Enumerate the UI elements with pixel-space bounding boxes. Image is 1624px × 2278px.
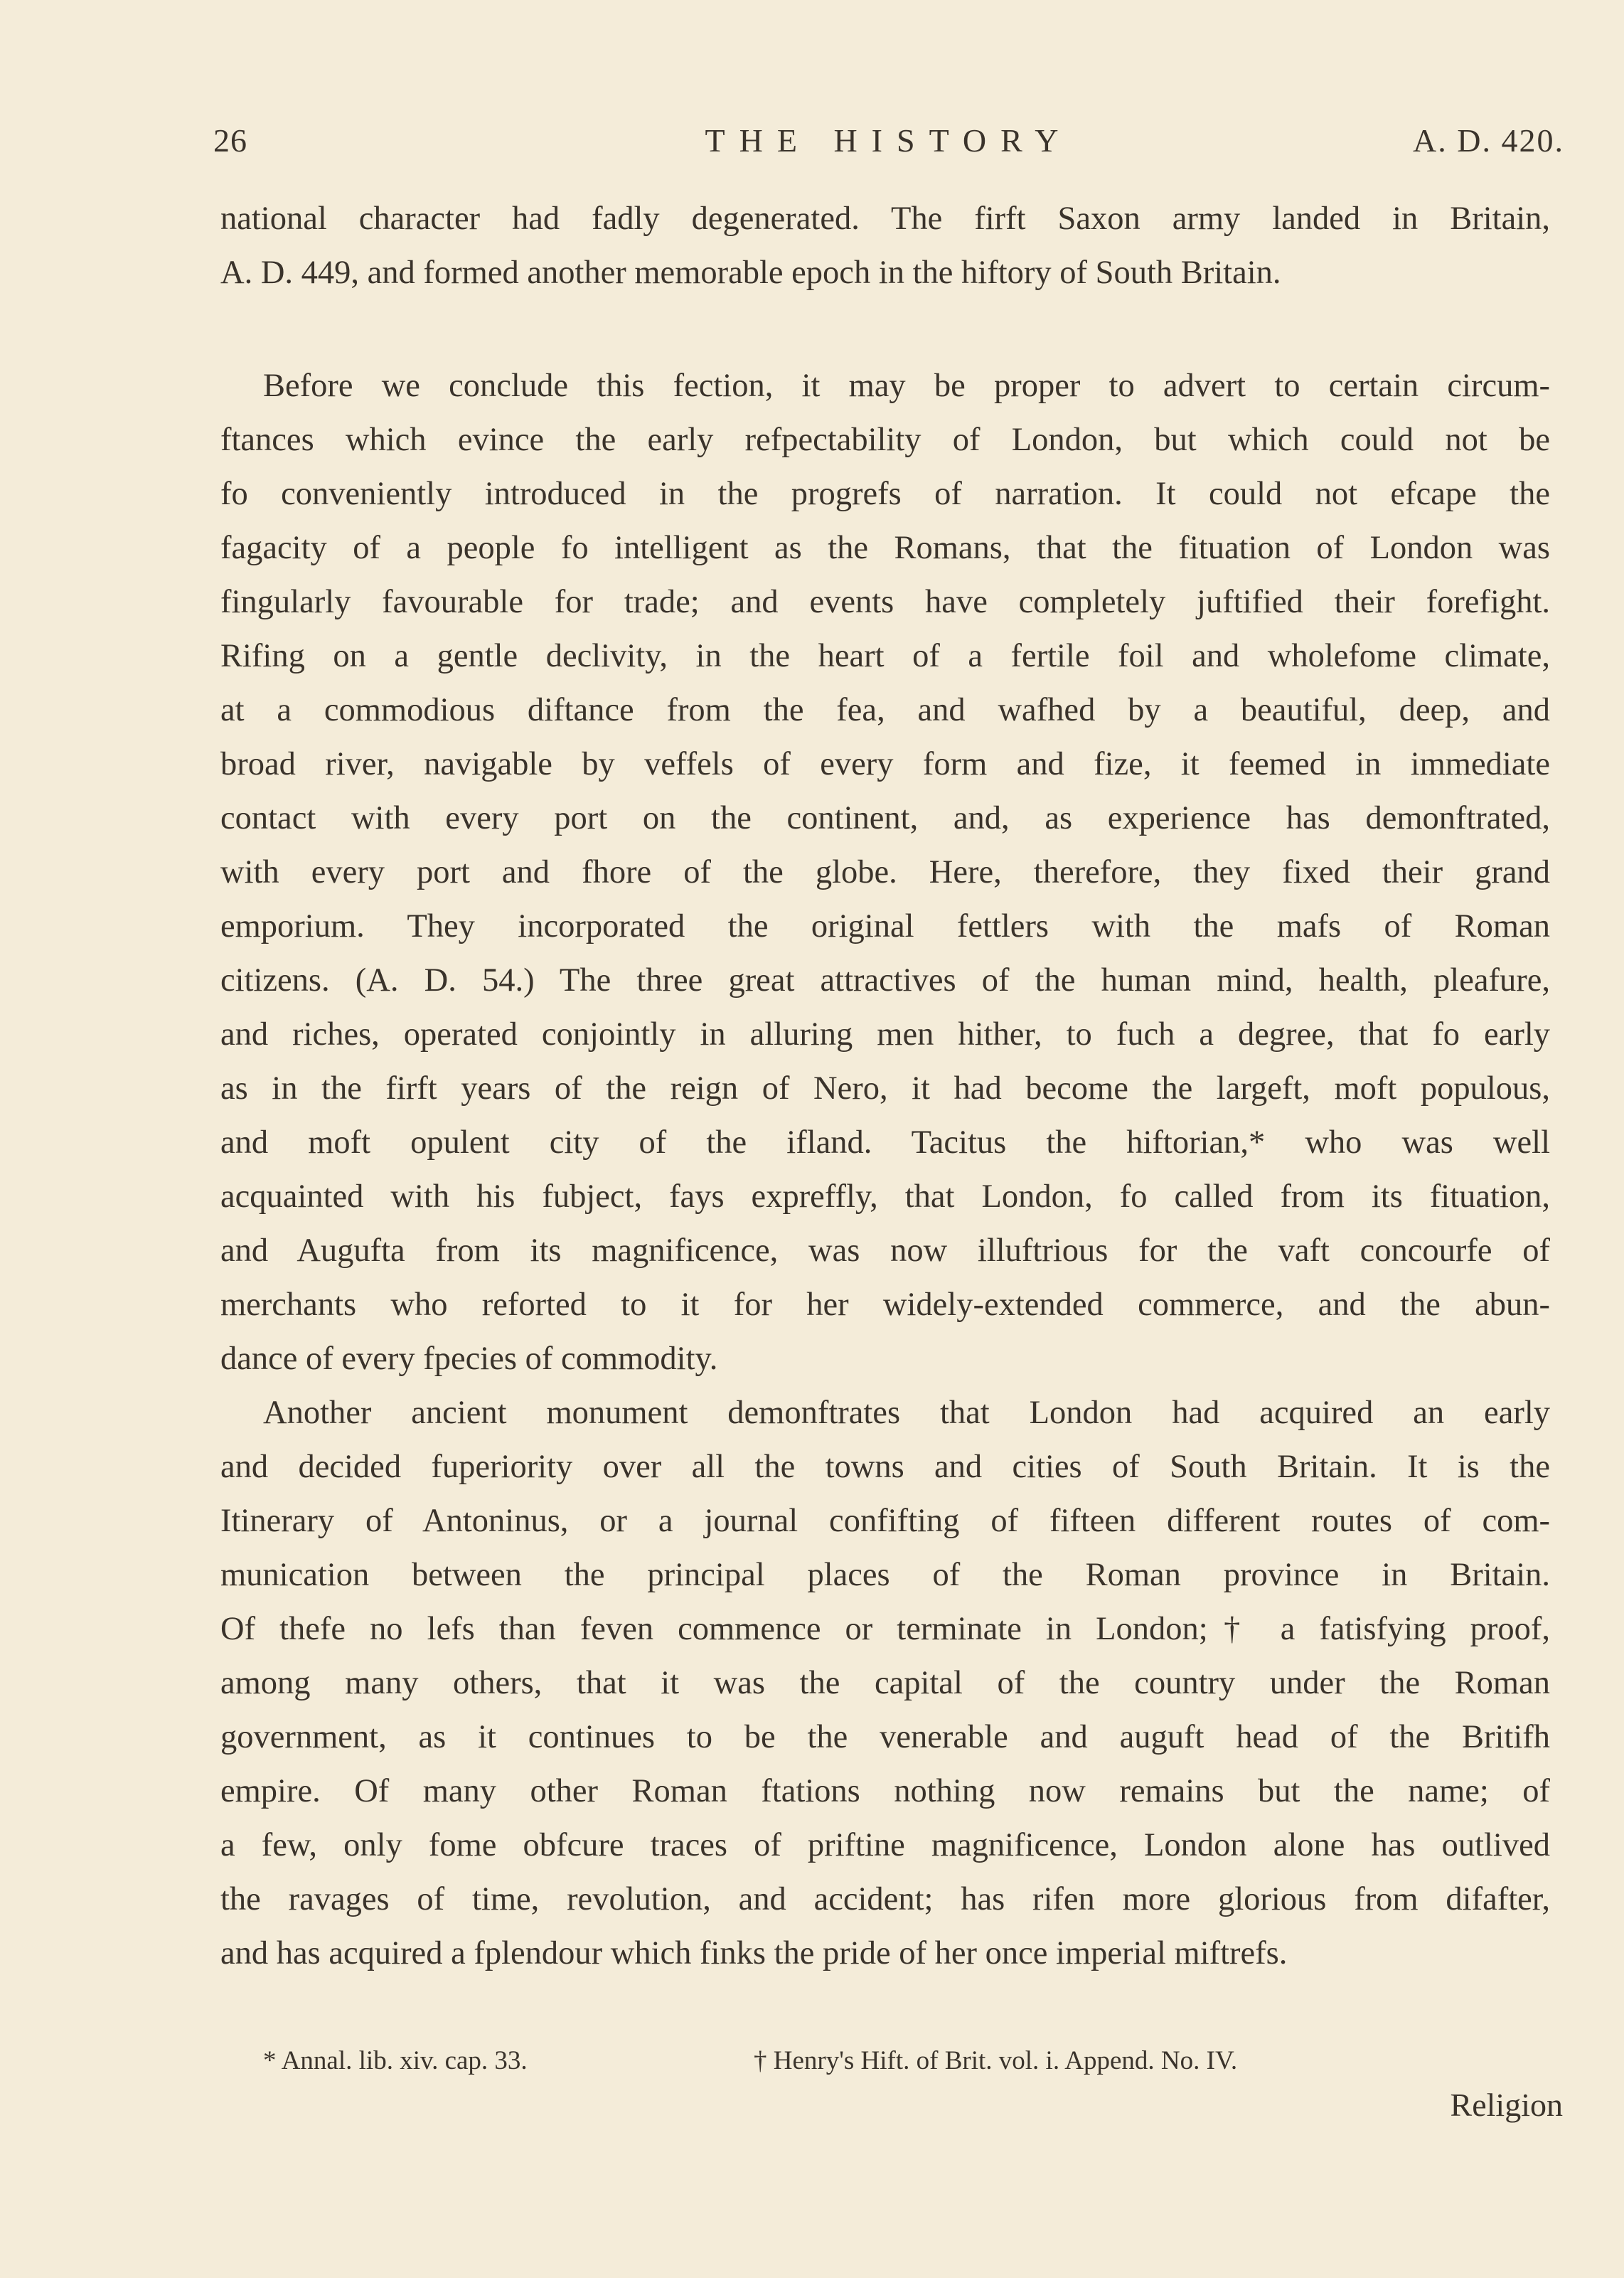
catchword: Religion [1450, 2087, 1563, 2123]
text-line: munication between the principal places of the Roman province in Britain. [220, 1557, 1550, 1593]
text-line: the ravages of time, revolution, and accident; has rifen more glorious from difafter, [220, 1881, 1550, 1917]
text-line: among many others, that it was the capital of the country under the Roman [220, 1665, 1550, 1701]
running-title: THE HISTORY [705, 122, 1073, 159]
text-line: contact with every port on the continent, and, as experience has demonftrated, [220, 800, 1550, 836]
text-line: merchants who reforted to it for her widely-extended commerce, and the abun- [220, 1287, 1550, 1323]
text-line: acquainted with his fubject, fays expreffly, that London, fo called from its fituation, [220, 1178, 1550, 1215]
text-line: A. D. 449, and formed another memorable epoch in the hiftory of South Britain. [220, 255, 1281, 291]
text-line: dance of every fpecies of commodity. [220, 1341, 718, 1377]
text-line: fagacity of a people fo intelligent as the Romans, that the fituation of London was [220, 530, 1550, 566]
text-line: and has acquired a fplendour which finks the pride of her once imperial miftrefs. [220, 1935, 1288, 1971]
paragraph-london-respectability [220, 359, 1550, 1981]
text-line: emporium. They incorporated the original fettlers with the mafs of Roman [220, 908, 1550, 944]
text-line: empire. Of many other Roman ftations nothing now remains but the name; of [220, 1773, 1550, 1809]
text-line: and riches, operated conjointly in alluring men hither, to fuch a degree, that fo early [220, 1016, 1550, 1053]
text-line: and moft opulent city of the ifland. Tacitus the hiftorian,* who was well [220, 1124, 1550, 1161]
text-line: at a commodious diftance from the fea, and wafhed by a beautiful, deep, and [220, 692, 1550, 728]
text-line: Another ancient monument demonftrates that London had acquired an early [263, 1395, 1550, 1431]
running-date: A. D. 420. [1413, 122, 1564, 159]
text-line: fingularly favourable for trade; and events have completely juftified their forefight. [220, 584, 1550, 620]
text-line: a few, only fome obfcure traces of priftine magnificence, London alone has outlived [220, 1827, 1550, 1863]
text-line: ftances which evince the early refpectability of London, but which could not be [220, 422, 1550, 458]
text-line: Before we conclude this fection, it may be proper to advert to certain circum- [263, 368, 1550, 404]
text-line: and decided fuperiority over all the towns and cities of South Britain. It is the [220, 1449, 1550, 1485]
text-line: government, as it continues to be the venerable and auguft head of the Britifh [220, 1719, 1550, 1755]
footnote-henry: † Henry's Hift. of Brit. vol. i. Append. No. IV. [754, 2046, 1238, 2075]
text-line: broad river, navigable by veffels of every form and fize, it feemed in immediate [220, 746, 1550, 782]
footnotes [263, 2040, 1557, 2082]
text-line: and Augufta from its magnificence, was now illuftrious for the vaft concourfe of [220, 1233, 1550, 1269]
text-line: Itinerary of Antoninus, or a journal confifting of fifteen different routes of com- [220, 1503, 1550, 1539]
text-line: Rifing on a gentle declivity, in the heart of a fertile foil and wholefome climate, [220, 638, 1550, 674]
text-line: citizens. (A. D. 54.) The three great attractives of the human mind, health, pleafure, [220, 962, 1550, 999]
footnote-tacitus: * Annal. lib. xiv. cap. 33. [263, 2046, 528, 2075]
text-line: as in the firft years of the reign of Nero, it had become the largeft, moft populous, [220, 1070, 1550, 1107]
page-number: 26 [213, 122, 247, 159]
text-line: fo conveniently introduced in the progrefs of narration. It could not efcape the [220, 476, 1550, 512]
running-head [213, 112, 1564, 169]
paragraph-saxon-arrival [220, 192, 1550, 300]
text-line: Of thefe no lefs than feven commence or terminate in London;† a fatisfying proof, [220, 1611, 1550, 1647]
text-line: national character had fadly degenerated. The firft Saxon army landed in Britain, [220, 201, 1550, 237]
text-line: with every port and fhore of the globe. Here, therefore, they fixed their grand [220, 854, 1550, 890]
